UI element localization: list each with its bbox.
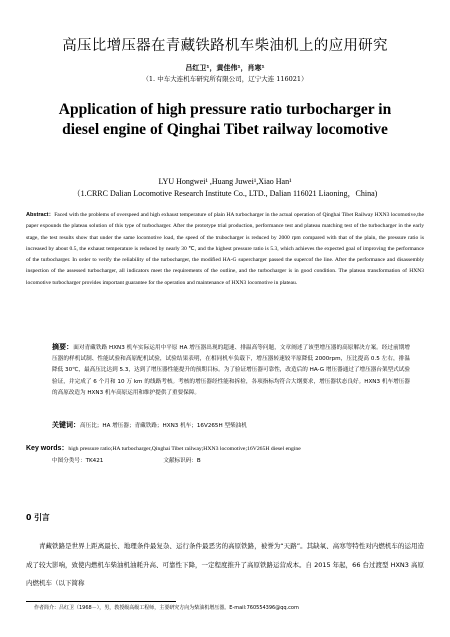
footnote-divider <box>26 601 176 602</box>
chinese-keywords-text: 高压比；HA 增压器；青藏铁路；HXN3 机车；16V265H 型柴油机 <box>80 423 247 429</box>
english-keywords-text: high pressure ratio;HA turbocharger,Qinghai Tibet railway;HXN3 locomotive;16V265H diesel engine <box>68 446 301 452</box>
section-heading: 0 引言 <box>26 513 50 522</box>
english-abstract-label: Abstract： <box>26 212 55 218</box>
classification-row <box>52 456 201 464</box>
author-footnote: 作者简介：吕红卫（1968－），男，教授级高级工程师，主要研究方向为柴油机增压器。E-mail:760554396@qq.com <box>34 605 299 611</box>
chinese-affiliation: （1. 中车大连机车研究所有限公司，辽宁大连 116021） <box>142 75 308 83</box>
english-keywords <box>26 443 424 453</box>
doc-code-label: 文献标识码： <box>163 458 197 464</box>
english-authors: LYU Hongwei¹ ,Huang Juwei¹,Xiao Han¹ <box>158 177 292 186</box>
chinese-keywords <box>52 420 410 430</box>
english-title: Application of high pressure ratio turbocharger in diesel engine of Qinghai Tibet railway locomotive <box>58 101 392 138</box>
chinese-abstract <box>52 342 410 399</box>
clc-value: TK421 <box>85 458 104 464</box>
intro-paragraph: 青藏铁路是世界上距离最长、地理条件最复杂、运行条件最恶劣的高原铁路，被誉为“天路”。其缺氧、高寒等特性对内燃机车的运用造成了较大影响，致使内燃机车柴油机油耗升高、可靠性下降，一定程度推升了高原铁路运营成本。自 2015 年起，66 台过渡型 HXN3 高原内燃机车（以下简称 <box>26 542 424 587</box>
english-keywords-label: Key words： <box>26 445 69 452</box>
chinese-authors: 吕红卫¹，黄佳伟¹，肖寒¹ <box>185 64 265 72</box>
english-abstract-text: Faced with the problems of overspeed and high exhaust temperature of plain HA turbocharger in the actual operation of Qinghai Tibet Railway HXN3 locomotive,the paper expounds the plateau solution of this type of turbocharger. After the prototype trial production, performance test and plateau matching test of the turbocharger in the early stage, the test results show that under the same locomotive load, the speed of the trubocharger is reduced by 2000 rpm compared with that of the plain, the pressure ratio is increased by about 0.5, the exhaust temperature is reduced by nearly 30 ℃, and the highest pressure ratio is 5.3, which achieves the expected goal of improving the performance of the turbocharger. In order to verify the reliability of the turbocharger, the modified HA-G supercharger passed the supercof the line. After the performance and disassembly inspection of the assessed turbocharger, all indicators meet the requirements of the outline, and the turbocharger is in good condition. The plateau transformation of HXN3 locomotive turbocharger provides important guarantee for the operation and maintenance of HXN3 locomotive in plateau. <box>26 212 424 286</box>
clc-label: 中图分类号： <box>52 458 86 464</box>
chinese-keywords-label: 关键词： <box>52 421 80 429</box>
english-abstract <box>26 210 424 289</box>
chinese-abstract-label: 摘要： <box>52 343 74 351</box>
chinese-title: 高压比增压器在青藏铁路机车柴油机上的应用研究 <box>62 38 388 54</box>
english-affiliation: （1.CRRC Dalian Locomotive Research Institute Co., LTD., Dalian 116021 Liaoning，China) <box>72 189 378 198</box>
doc-code-value: B <box>196 458 201 464</box>
chinese-abstract-text: 面对青藏铁路 HXN3 机车实际运用中平原 HA 增压器出现的超速、排温高等问题，文章阐述了该型增压器的高原解决方案。经过前期增压器的样机试制、性能试验和高原配机试验，试验结果表明，在相同机车负载下，增压器转速较平原降低 2000rpm，压比提高 0.5 左右，排温降低 30℃，最高压比达到 5.3，达到了增压器性能提升的预期目标。为了验证增压器可靠性，改造后的 HA-G 增压器通过了增压器台架型式试验验证，并完成了 6 个月和 10 万 km 的线路考核。考核的增压器经性能和拆检，各项指标均符合大纲要求，增压器状态良好。HXN3 机车增压器的高原改造为 HXN3 机车高原运用和维护提供了重要保障。 <box>52 345 410 396</box>
